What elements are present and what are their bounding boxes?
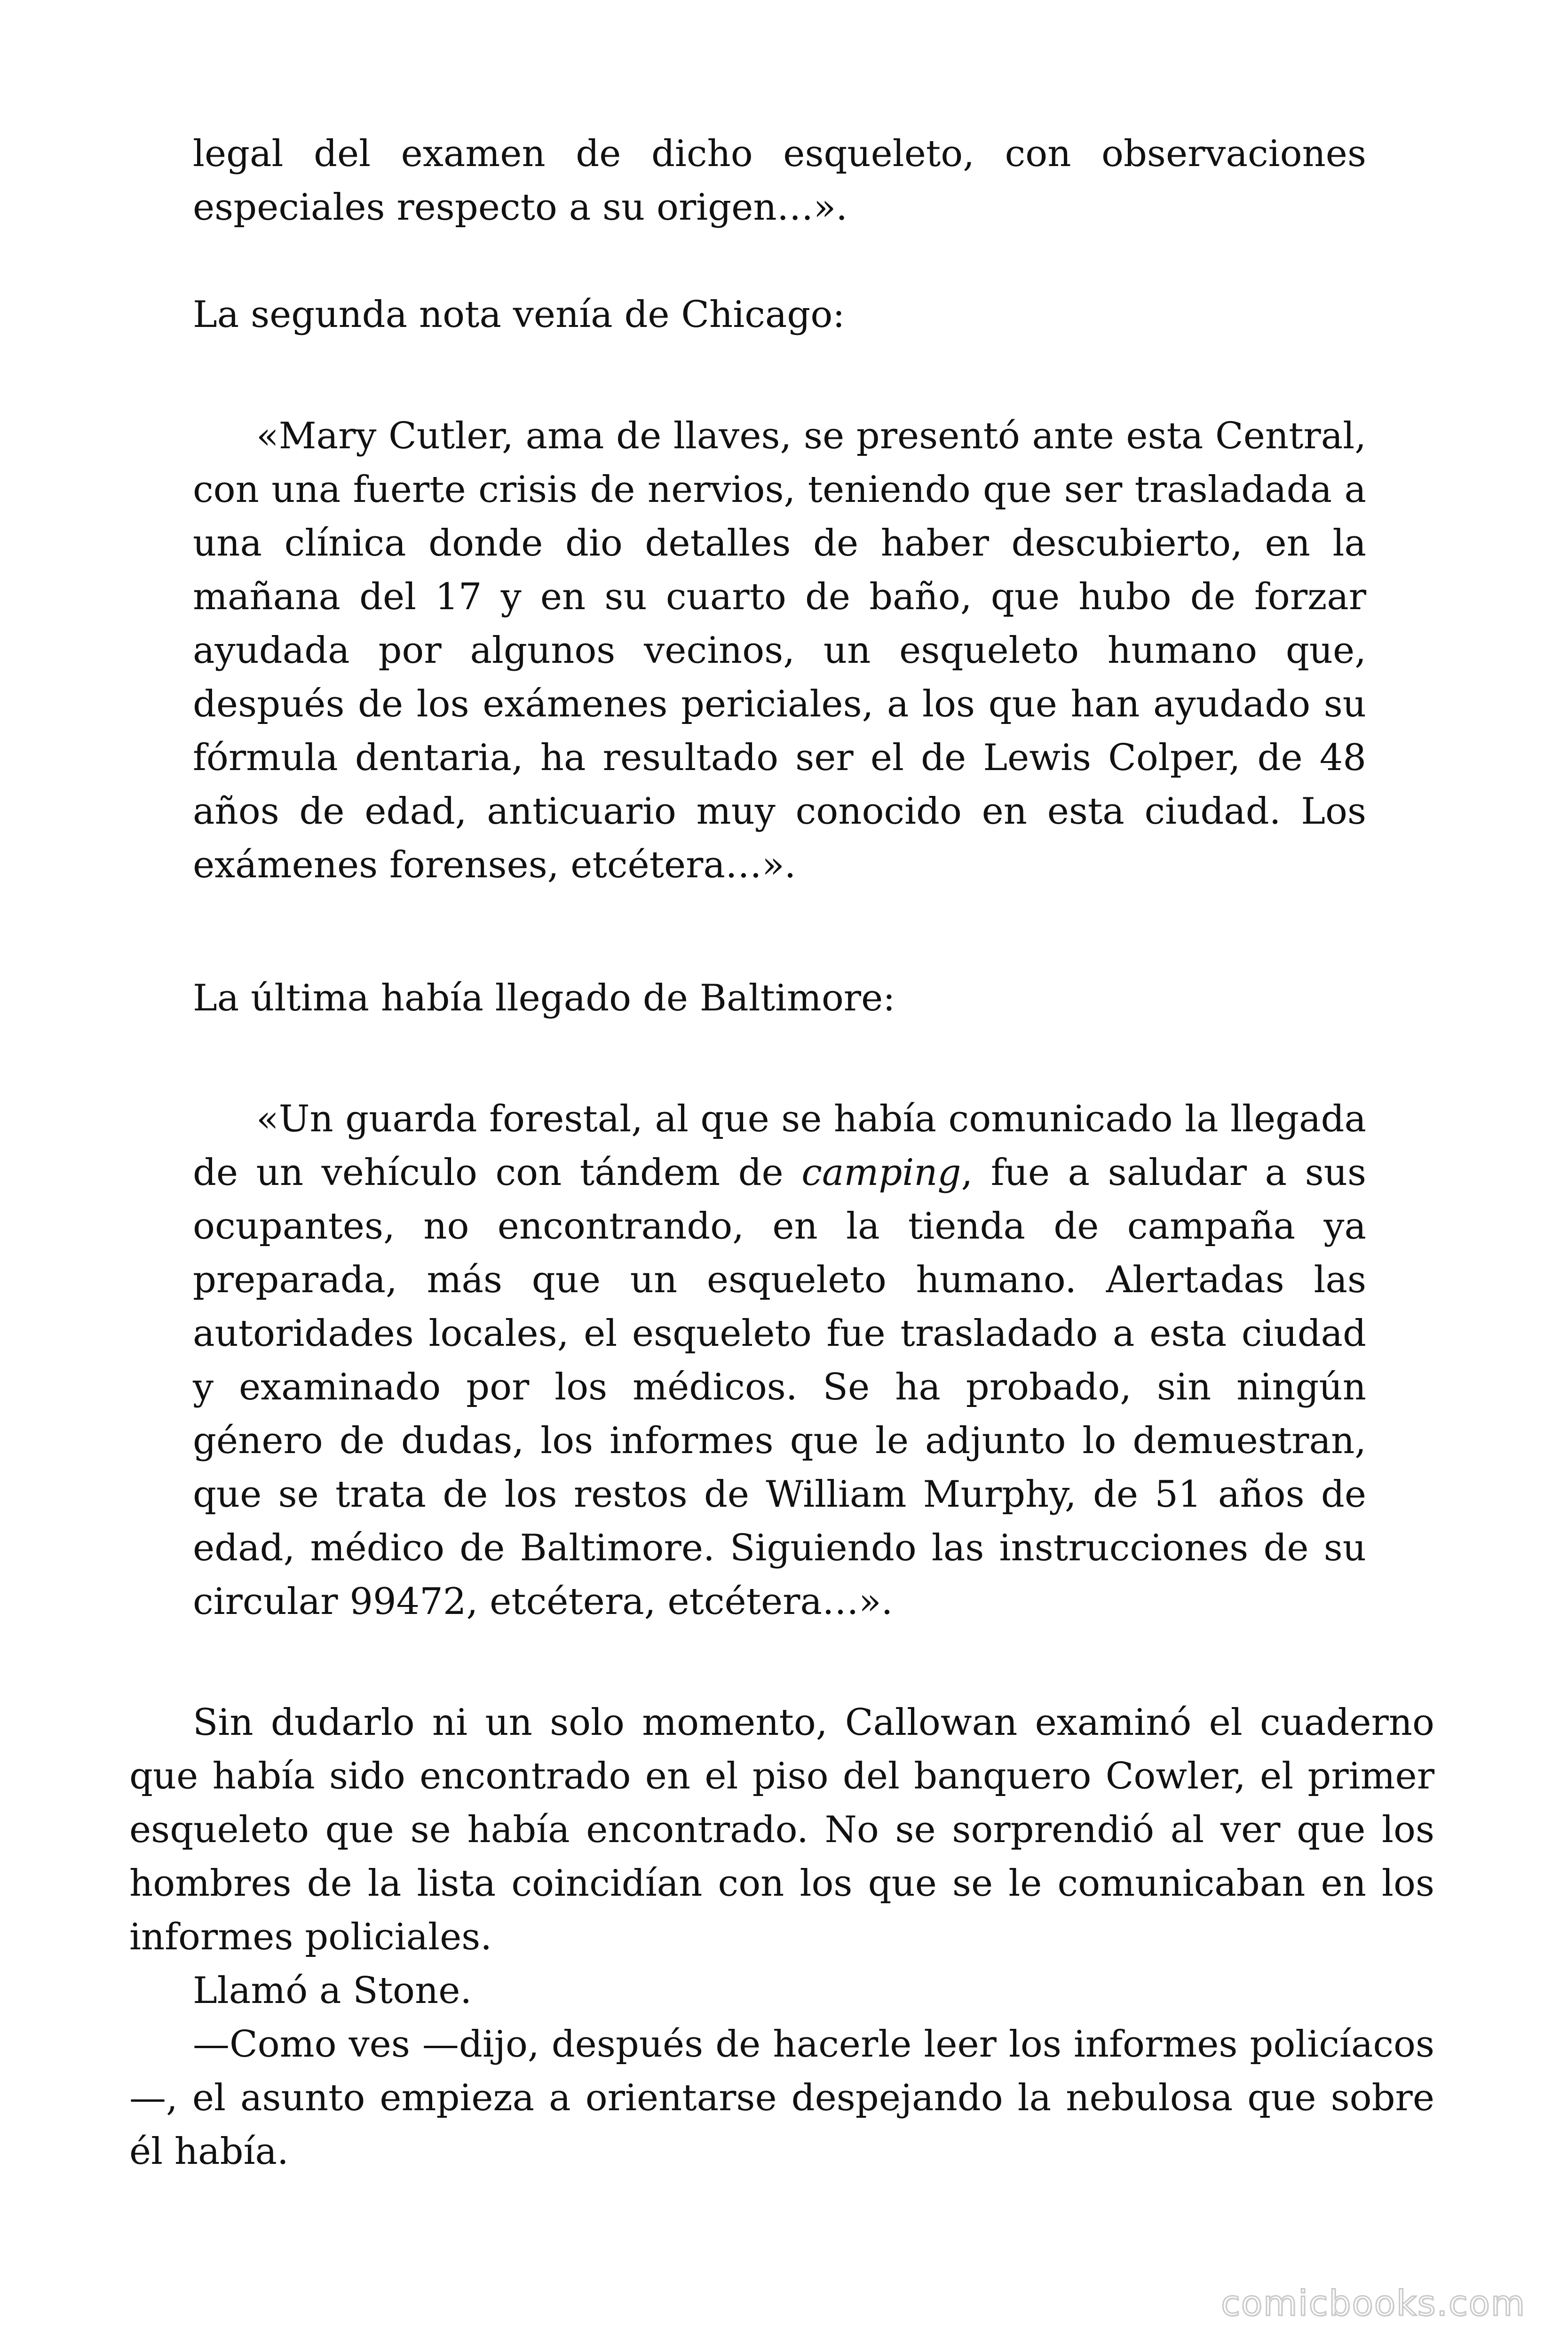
baltimore-quote-end: , fue a saludar a sus ocupantes, no encontrando, en la tienda de campaña ya preparada, más que un esqueleto humano. Alertadas las autoridades locales, el esqueleto fue trasladado a esta ciudad y examinado por los médicos. Se ha probado, sin ningún género de dudas, los informes que le adjunto lo demuestran, que se trata de los restos de William Murphy, de 51 años de edad, médico de Baltimore. Siguiendo las instrucciones de su circular 99472, etcétera, etcétera…». [193,1152,1366,1623]
baltimore-quote [193,1092,1366,1629]
baltimore-quote-start: «Un guarda forestal, al que se había comunicado la llegada de un vehículo con tándem de [193,1098,1366,1194]
narrative-paragraph: —Como ves —dijo, después de hacerle leer los informes policíacos—, el asunto empieza a orientarse despejando la nebulosa que sobre él había. [129,2023,1434,2173]
last-note-intro: La última había llegado de Baltimore: [193,977,895,1019]
continuation-paragraph: legal del examen de dicho esqueleto, con observaciones especiales respecto a su origen…». [193,133,1366,229]
narrative-paragraph: Llamó a Stone. [193,1970,472,2012]
watermark: comicbooks.com [1221,2283,1526,2324]
narrative-paragraph: Sin dudarlo ni un solo momento, Callowan examinó el cuaderno que había sido encontrado en el piso del banquero Cowler, el primer esqueleto que se había encontrado. No se sorprendió al ver que los hombres de la lista coincidían con los que se le comunicaban en los informes policiales. [129,1701,1434,1958]
second-note-intro: La segunda nota venía de Chicago: [193,294,845,336]
narrative [129,1696,1434,2178]
italic-word: camping [801,1152,961,1194]
chicago-quote: «Mary Cutler, ama de llaves, se presentó ante esta Central, con una fuerte crisis de nervios, teniendo que ser trasladada a una clínica donde dio detalles de haber descubierto, en la mañana del 17 y en su cuarto de baño, que hubo de forzar ayudada por algunos vecinos, un esqueleto humano que, después de los exámenes periciales, a los que han ayudado su fórmula dentaria, ha resultado ser el de Lewis Colper, de 48 años de edad, anticuario muy conocido en esta ciudad. Los exámenes forenses, etcétera…». [193,415,1366,886]
